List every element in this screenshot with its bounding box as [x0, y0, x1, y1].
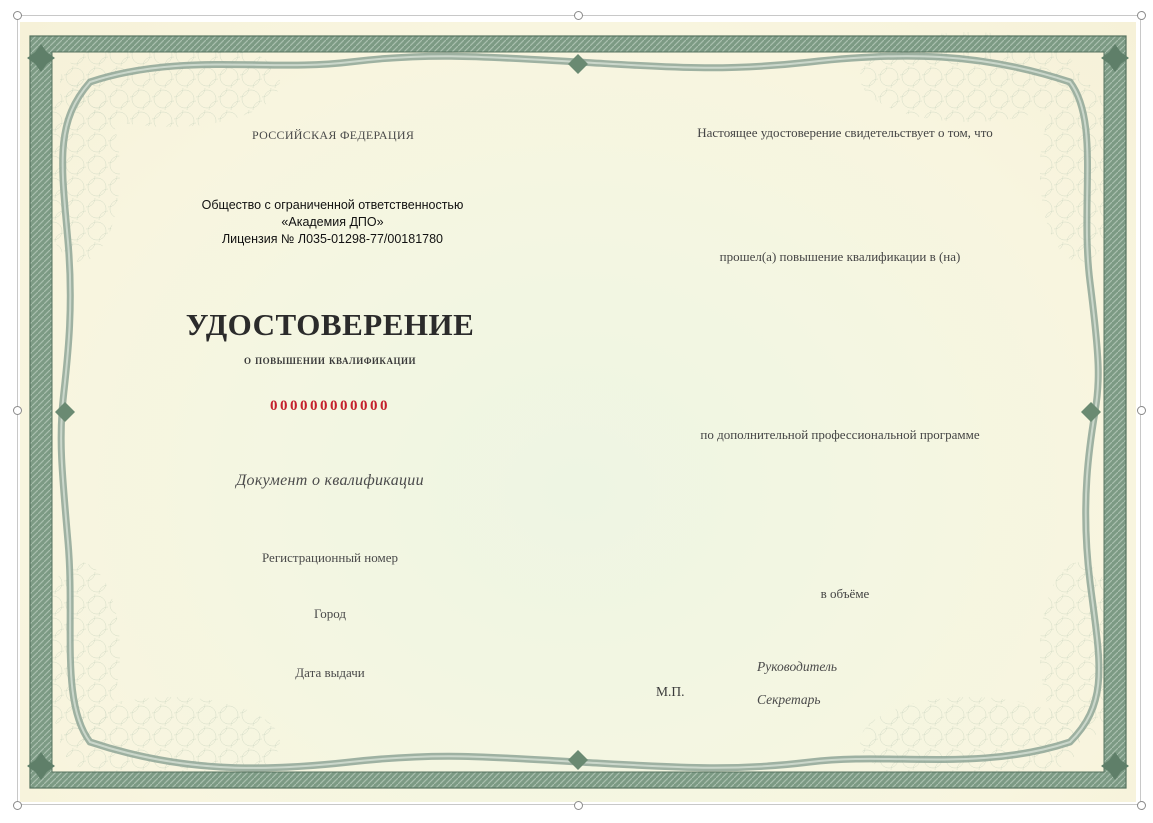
resize-handle-bottom-right[interactable] — [1137, 801, 1146, 810]
resize-handle-bottom-left[interactable] — [13, 801, 22, 810]
corner-ornaments — [27, 44, 1129, 780]
city-label: Город — [313, 606, 347, 621]
document-kind: Документ о квалификации — [236, 472, 424, 489]
serial-number: 000000000000 — [270, 398, 390, 414]
document-title: УДОСТОВЕРЕНИЕ — [185, 307, 475, 342]
document-subtitle: о повышении квалификации — [244, 353, 416, 367]
wavy-ribbon — [61, 56, 1099, 768]
secretary-signature-label: Секретарь — [757, 692, 821, 707]
program-line: по дополнительной профессиональной программе — [700, 427, 980, 442]
resize-handle-left[interactable] — [13, 406, 22, 415]
registration-number-label: Регистрационный номер — [262, 550, 398, 565]
resize-handle-top[interactable] — [574, 11, 583, 20]
resize-handle-bottom[interactable] — [574, 801, 583, 810]
stamp-place-label: М.П. — [656, 684, 685, 699]
issue-date-label: Дата выдачи — [295, 665, 365, 680]
organization-short-name: «Академия ДПО» — [281, 215, 384, 229]
volume-line: в объёме — [820, 586, 870, 601]
resize-handle-top-right[interactable] — [1137, 11, 1146, 20]
completed-line: прошел(а) повышение квалификации в (на) — [719, 249, 961, 264]
country-label: РОССИЙСКАЯ ФЕДЕРАЦИЯ — [252, 128, 415, 142]
head-signature-label: Руководитель — [757, 659, 838, 674]
resize-handle-top-left[interactable] — [13, 11, 22, 20]
corner-rosettes — [40, 32, 1120, 787]
certificate-spread[interactable] — [20, 22, 1136, 802]
border-band — [30, 36, 1126, 788]
mid-ornaments — [55, 54, 1101, 770]
certifies-line: Настоящее удостоверение свидетельствует о том, что — [697, 125, 993, 140]
organization-name: Общество с ограниченной ответственностью — [201, 198, 464, 212]
organization-block — [170, 197, 495, 248]
resize-handle-right[interactable] — [1137, 406, 1146, 415]
license-number: Лицензия № Л035-01298-77/00181780 — [221, 232, 444, 246]
